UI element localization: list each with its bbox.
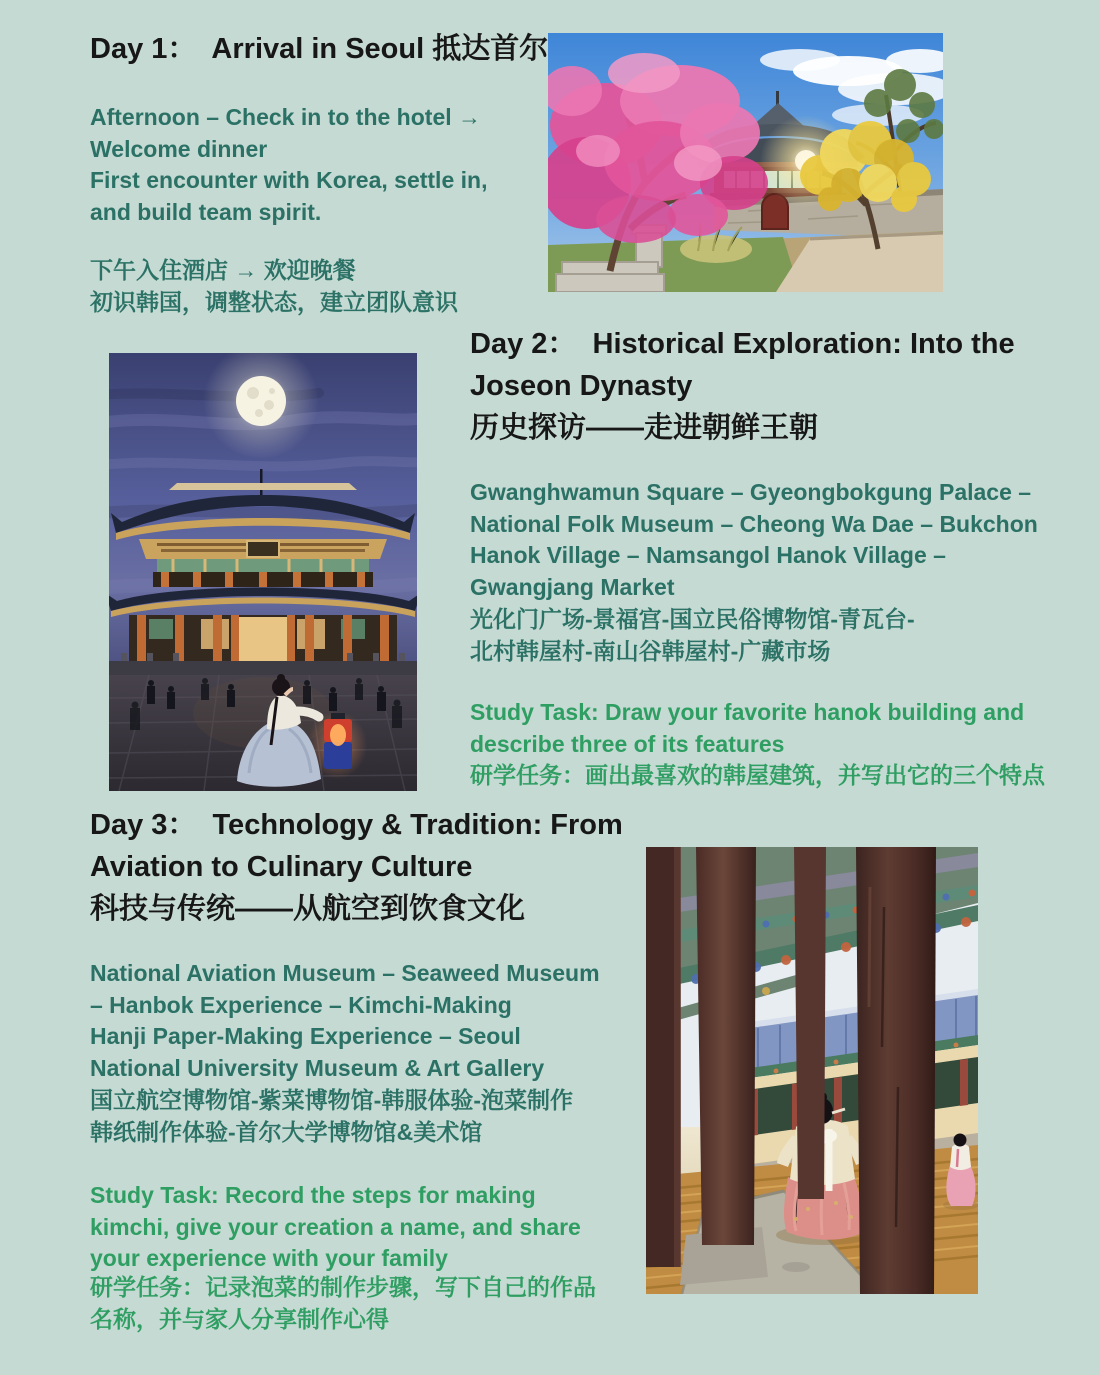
day3-title-line: Aviation to Culinary Culture — [90, 851, 473, 883]
day1-itinerary-en-line: Welcome dinner — [90, 135, 268, 162]
day1-photo-spring-palace — [548, 33, 943, 292]
day3-task-en — [90, 1180, 581, 1275]
day2-itinerary-en-line: Hanok Village – Namsangol Hanok Village – — [470, 542, 946, 568]
day3-itinerary-zh — [90, 1085, 573, 1148]
day2-photo-night-palace — [109, 353, 417, 791]
day3-itinerary-en-line: – Hanbok Experience – Kimchi-Making — [90, 991, 512, 1018]
day2-task-en — [470, 697, 1024, 760]
day3-task-zh — [90, 1272, 596, 1335]
day1-itinerary-zh-line: 下午入住酒店 → 欢迎晚餐 — [90, 257, 356, 283]
day2-task-zh — [470, 760, 1045, 792]
day2-title — [470, 323, 1015, 449]
day2-title-line: 历史探访——走进朝鲜王朝 — [470, 412, 819, 444]
day1-itinerary-en-line: Afternoon – Check in to the hotel → — [90, 104, 482, 130]
day1-itinerary-en-line: and build team spirit. — [90, 198, 322, 225]
day2-itinerary-zh-line: 北村韩屋村-南山谷韩屋村-广藏市场 — [470, 637, 831, 664]
day1-itinerary-zh-line: 初识韩国，调整状态，建立团队意识 — [90, 288, 458, 315]
day2-itinerary-en-line: National Folk Museum – Cheong Wa Dae – Bukchon — [470, 510, 1038, 537]
day3-task-en-line: Study Task: Record the steps for making — [90, 1182, 536, 1208]
day1-itinerary-en-line: First encounter with Korea, settle in, — [90, 167, 488, 193]
day3-task-en-line: kimchi, give your creation a name, and share — [90, 1213, 581, 1240]
day1-title-line: Day 1： Arrival in Seoul 抵达首尔 — [90, 33, 549, 65]
day2-title-line: Joseon Dynasty — [470, 370, 693, 402]
palace-plaque — [247, 541, 279, 557]
day3-photo-palace-corridor — [646, 847, 978, 1294]
day3-task-zh-line: 研学任务：记录泡菜的制作步骤，写下自己的作品 — [90, 1274, 596, 1300]
day2-task-en-line: Study Task: Draw your favorite hanok building and — [470, 699, 1025, 725]
day3-itinerary-en — [90, 958, 600, 1084]
day3-task-en-line: your experience with your family — [90, 1245, 448, 1271]
lantern — [324, 713, 352, 769]
day1-itinerary-zh — [90, 255, 458, 318]
day3-task-zh-line: 名称，并与家人分享制作心得 — [90, 1305, 389, 1332]
day2-title-line: Day 2： Historical Exploration: Into the — [470, 328, 1015, 360]
full-moon — [236, 376, 286, 426]
day3-title — [90, 804, 623, 930]
day3-itinerary-en-line: National University Museum & Art Gallery — [90, 1054, 545, 1081]
day3-itinerary-zh-line: 韩纸制作体验-首尔大学博物馆&美术馆 — [90, 1118, 483, 1145]
day2-itinerary-en — [470, 477, 1038, 603]
day1-itinerary-en — [90, 102, 487, 228]
day3-itinerary-zh-line: 国立航空博物馆-紫菜博物馆-韩服体验-泡菜制作 — [90, 1087, 573, 1113]
day2-itinerary-zh-line: 光化门广场-景福宫-国立民俗博物馆-青瓦台- — [470, 606, 915, 632]
day2-itinerary-zh — [470, 604, 915, 667]
day3-itinerary-en-line: National Aviation Museum – Seaweed Museum — [90, 960, 600, 986]
day2-task-zh-line: 研学任务：画出最喜欢的韩屋建筑，并写出它的三个特点 — [470, 762, 1045, 788]
day2-task-en-line: describe three of its features — [470, 730, 785, 757]
day3-itinerary-en-line: Hanji Paper-Making Experience – Seoul — [90, 1023, 521, 1049]
day3-title-line: Day 3： Technology & Tradition: From — [90, 809, 623, 841]
day3-title-line: 科技与传统——从航空到饮食文化 — [90, 893, 526, 925]
day1-title — [90, 28, 548, 70]
day2-itinerary-en-line: Gwangjang Market — [470, 573, 675, 600]
day2-itinerary-en-line: Gwanghwamun Square – Gyeongbokgung Palace – — [470, 479, 1032, 505]
